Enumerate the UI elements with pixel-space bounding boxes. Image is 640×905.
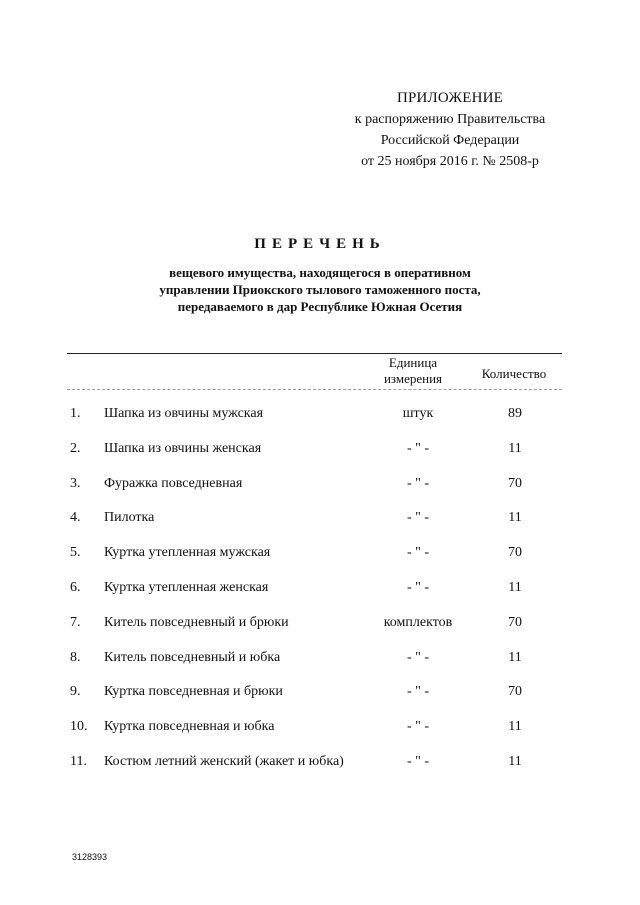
table-row xyxy=(0,607,640,642)
item-name: Шапка из овчины женская xyxy=(104,440,262,456)
item-unit: - " - xyxy=(406,440,430,456)
row-number: 8. xyxy=(70,649,81,665)
row-number: 2. xyxy=(70,440,81,456)
item-unit: - " - xyxy=(406,510,430,526)
row-number: 6. xyxy=(70,579,81,595)
row-number: 4. xyxy=(70,510,81,526)
table-row xyxy=(0,572,640,607)
item-name: Куртка повседневная и брюки xyxy=(104,684,283,700)
item-quantity: 70 xyxy=(508,545,522,561)
appendix-line: к распоряжению Правительства xyxy=(354,112,546,127)
item-unit: - " - xyxy=(406,719,430,735)
item-unit: - " - xyxy=(406,579,430,595)
subtitle-line: управлении Приокского тылового таможенного поста, xyxy=(159,282,481,297)
item-unit: штук xyxy=(402,406,434,421)
item-quantity: 11 xyxy=(508,719,522,735)
item-name: Фуражка повседневная xyxy=(104,475,243,491)
table-row xyxy=(0,711,640,746)
item-quantity: 70 xyxy=(508,614,522,630)
item-unit: - " - xyxy=(406,753,430,769)
item-name: Куртка утепленная женская xyxy=(104,579,269,595)
row-number: 7. xyxy=(70,614,81,630)
appendix-line: Российской Федерации xyxy=(380,133,520,148)
table-header-rule xyxy=(67,389,562,390)
subtitle-line: вещевого имущества, находящегося в оперативном xyxy=(169,265,471,280)
item-name: Куртка утепленная мужская xyxy=(104,545,271,561)
table-row xyxy=(0,398,640,433)
document-title: ПЕРЕЧЕНЬ xyxy=(254,236,386,252)
item-quantity: 89 xyxy=(508,406,522,421)
row-number: 11. xyxy=(70,753,87,769)
item-name: Китель повседневный и брюки xyxy=(104,614,289,630)
appendix-block xyxy=(330,88,570,172)
item-name: Костюм летний женский (жакет и юбка) xyxy=(104,753,344,769)
item-name: Шапка из овчины мужская xyxy=(104,406,264,421)
column-header-quantity: Количество xyxy=(481,366,547,381)
table-row xyxy=(0,468,640,503)
appendix-label: ПРИЛОЖЕНИЕ xyxy=(396,90,504,106)
appendix-date-line: от 25 ноября 2016 г. № 2508-р xyxy=(361,154,539,169)
item-unit: - " - xyxy=(406,649,430,665)
item-quantity: 11 xyxy=(508,579,522,595)
column-header-unit-line: Единица xyxy=(388,355,438,370)
item-unit: - " - xyxy=(406,475,430,491)
table-row xyxy=(0,502,640,537)
item-quantity: 70 xyxy=(508,684,522,700)
item-name: Пилотка xyxy=(104,510,155,526)
item-quantity: 11 xyxy=(508,649,522,665)
item-quantity: 11 xyxy=(508,440,522,456)
item-quantity: 70 xyxy=(508,475,522,491)
table-top-rule xyxy=(67,353,562,354)
document-number: 3128393 xyxy=(72,852,108,862)
item-unit: - " - xyxy=(406,545,430,561)
item-list xyxy=(0,398,640,781)
row-number: 1. xyxy=(70,406,81,421)
item-unit: комплектов xyxy=(383,614,453,630)
item-quantity: 11 xyxy=(508,753,522,769)
item-name: Китель повседневный и юбка xyxy=(104,649,281,665)
item-name: Куртка повседневная и юбка xyxy=(104,719,275,735)
row-number: 9. xyxy=(70,684,81,700)
row-number: 3. xyxy=(70,475,81,491)
item-unit: - " - xyxy=(406,684,430,700)
table-row xyxy=(0,433,640,468)
table-row xyxy=(0,676,640,711)
table-row xyxy=(0,537,640,572)
table-row xyxy=(0,642,640,677)
item-quantity: 11 xyxy=(508,510,522,526)
document-subtitle xyxy=(0,264,640,315)
row-number: 5. xyxy=(70,545,81,561)
table-row xyxy=(0,746,640,781)
subtitle-line: передаваемого в дар Республике Южная Осетия xyxy=(177,299,463,314)
column-header-unit xyxy=(368,355,458,387)
column-header-unit-line: измерения xyxy=(383,371,443,386)
row-number: 10. xyxy=(70,719,88,735)
